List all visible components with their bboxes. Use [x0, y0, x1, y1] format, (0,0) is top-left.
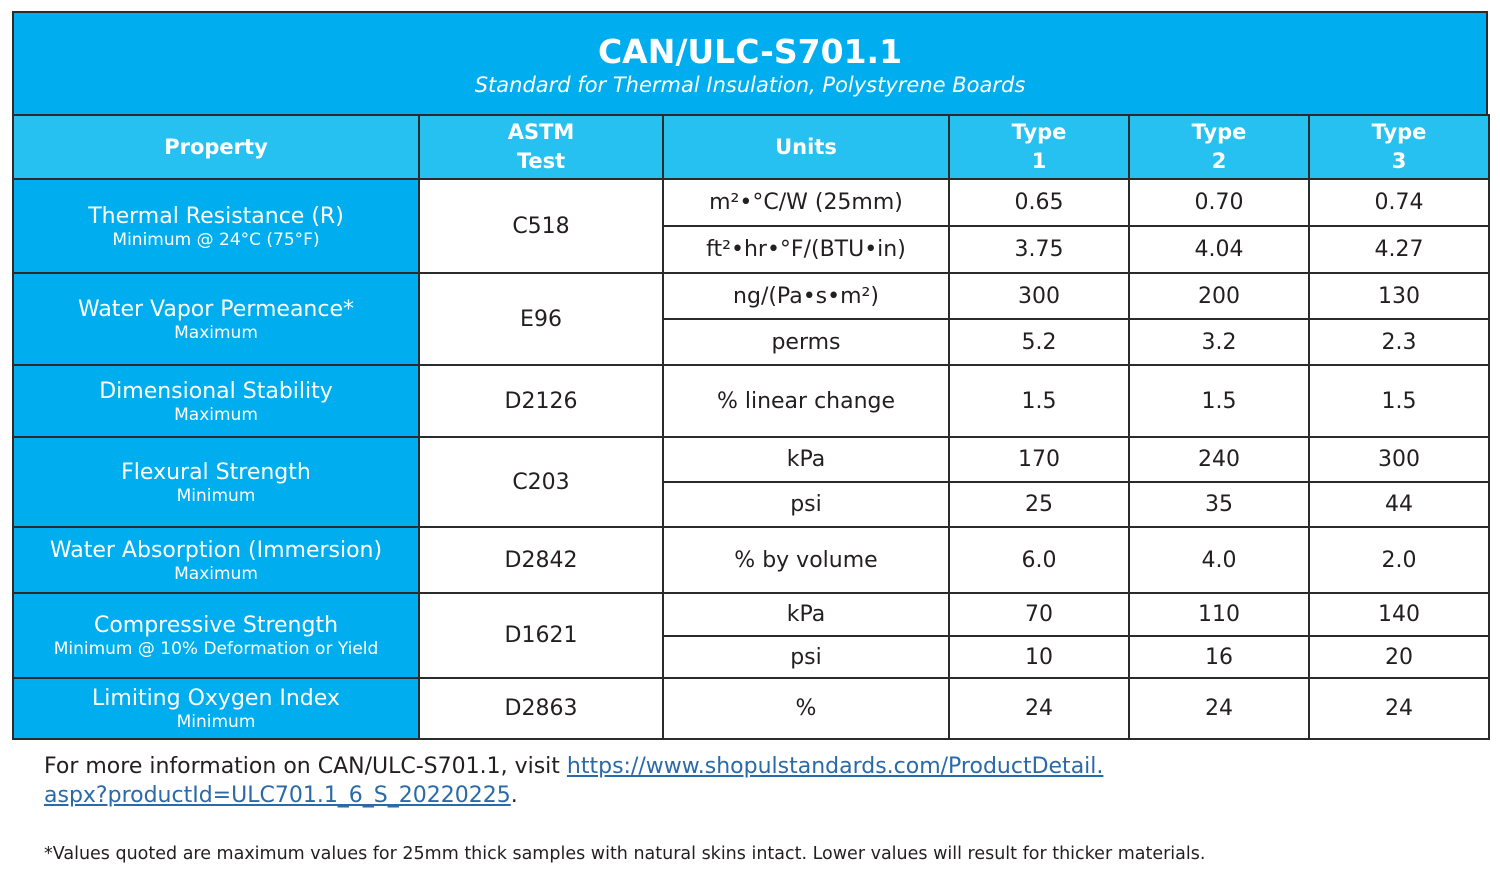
type3-cell: 20	[1309, 636, 1489, 678]
property-cell	[13, 593, 419, 678]
type1-cell: 6.0	[949, 527, 1129, 593]
type1-cell: 24	[949, 678, 1129, 739]
header-property: Property	[13, 115, 419, 179]
table-row	[13, 179, 1489, 226]
header-units: Units	[663, 115, 949, 179]
type1-cell: 170	[949, 437, 1129, 482]
footnote: *Values quoted are maximum values for 25mm thick samples with natural skins intact. Lower values will result for thicker materials.	[44, 844, 1206, 864]
more-info-text	[44, 752, 1464, 810]
header-type1-line1: Type	[1011, 120, 1067, 144]
table-row	[13, 678, 1489, 739]
title-banner	[12, 11, 1488, 114]
units-cell: m²•°C/W (25mm)	[663, 179, 949, 226]
type3-cell: 4.27	[1309, 226, 1489, 273]
type2-cell: 16	[1129, 636, 1309, 678]
units-cell: kPa	[663, 437, 949, 482]
type3-cell: 2.0	[1309, 527, 1489, 593]
astm-cell: C518	[419, 179, 663, 273]
type3-cell: 300	[1309, 437, 1489, 482]
type2-cell: 3.2	[1129, 319, 1309, 365]
header-type-1	[949, 115, 1129, 179]
type3-cell: 2.3	[1309, 319, 1489, 365]
property-cell	[13, 179, 419, 273]
type2-cell: 24	[1129, 678, 1309, 739]
header-row	[13, 115, 1489, 179]
units-cell: psi	[663, 482, 949, 527]
astm-cell: D2863	[419, 678, 663, 739]
page-subtitle: Standard for Thermal Insulation, Polystyrene Boards	[474, 73, 1026, 97]
table-row	[13, 365, 1489, 437]
more-info-prefix: For more information on CAN/ULC-S701.1, visit	[44, 754, 567, 779]
property-name: Thermal Resistance (R)	[88, 203, 344, 229]
property-cell	[13, 527, 419, 593]
header-type-2	[1129, 115, 1309, 179]
astm-cell: D1621	[419, 593, 663, 678]
units-cell: kPa	[663, 593, 949, 636]
header-type1-line2: 1	[1031, 149, 1047, 173]
type1-cell: 10	[949, 636, 1129, 678]
units-cell: % linear change	[663, 365, 949, 437]
type3-cell: 44	[1309, 482, 1489, 527]
type3-cell: 0.74	[1309, 179, 1489, 226]
header-type3-line2: 3	[1391, 149, 1407, 173]
type1-cell: 1.5	[949, 365, 1129, 437]
property-note: Maximum	[174, 404, 258, 425]
property-cell	[13, 437, 419, 527]
property-note: Maximum	[174, 563, 258, 584]
type1-cell: 25	[949, 482, 1129, 527]
table-row	[13, 273, 1489, 319]
type1-cell: 3.75	[949, 226, 1129, 273]
property-cell	[13, 678, 419, 739]
more-info-suffix: .	[510, 783, 518, 808]
standard-link-line1: https://www.shopulstandards.com/ProductDetail.	[566, 754, 1104, 779]
astm-cell: D2126	[419, 365, 663, 437]
table-row	[13, 593, 1489, 636]
type2-cell: 0.70	[1129, 179, 1309, 226]
property-name: Water Absorption (Immersion)	[49, 537, 383, 563]
property-cell	[13, 273, 419, 365]
property-name: Flexural Strength	[121, 459, 311, 485]
type2-cell: 240	[1129, 437, 1309, 482]
units-cell: ft²•hr•°F/(BTU•in)	[663, 226, 949, 273]
units-cell: perms	[663, 319, 949, 365]
units-cell: psi	[663, 636, 949, 678]
property-note: Minimum	[176, 485, 256, 506]
units-cell: %	[663, 678, 949, 739]
header-type3-line1: Type	[1371, 120, 1427, 144]
type1-cell: 5.2	[949, 319, 1129, 365]
astm-cell: D2842	[419, 527, 663, 593]
type2-cell: 110	[1129, 593, 1309, 636]
page-title: CAN/ULC-S701.1	[597, 32, 903, 71]
type1-cell: 0.65	[949, 179, 1129, 226]
property-name: Compressive Strength	[93, 613, 339, 638]
property-note: Minimum	[176, 712, 256, 732]
property-name: Limiting Oxygen Index	[92, 686, 340, 711]
property-cell	[13, 365, 419, 437]
standard-link-line2: aspx?productId=ULC701.1_6_S_20220225	[44, 783, 511, 808]
type1-cell: 70	[949, 593, 1129, 636]
property-name: Dimensional Stability	[99, 378, 333, 404]
type2-cell: 4.04	[1129, 226, 1309, 273]
astm-cell: E96	[419, 273, 663, 365]
type1-cell: 300	[949, 273, 1129, 319]
header-astm-line1: ASTM	[507, 120, 575, 144]
property-name: Water Vapor Permeance*	[77, 296, 354, 322]
spec-table-container	[12, 11, 1488, 740]
type3-cell: 1.5	[1309, 365, 1489, 437]
type2-cell: 35	[1129, 482, 1309, 527]
table-row	[13, 527, 1489, 593]
header-type2-line2: 2	[1211, 149, 1227, 173]
header-astm-line2: Test	[516, 149, 566, 173]
type3-cell: 140	[1309, 593, 1489, 636]
properties-table	[12, 114, 1490, 740]
header-type2-line1: Type	[1191, 120, 1247, 144]
type2-cell: 1.5	[1129, 365, 1309, 437]
type2-cell: 200	[1129, 273, 1309, 319]
table-row	[13, 437, 1489, 482]
type2-cell: 4.0	[1129, 527, 1309, 593]
type3-cell: 24	[1309, 678, 1489, 739]
header-astm-test	[419, 115, 663, 179]
property-note: Minimum @ 10% Deformation or Yield	[53, 639, 379, 659]
astm-cell: C203	[419, 437, 663, 527]
property-note: Minimum @ 24°C (75°F)	[112, 229, 320, 250]
property-note: Maximum	[174, 322, 258, 343]
type3-cell: 130	[1309, 273, 1489, 319]
header-type-3	[1309, 115, 1489, 179]
units-cell: % by volume	[663, 527, 949, 593]
units-cell: ng/(Pa•s•m²)	[663, 273, 949, 319]
